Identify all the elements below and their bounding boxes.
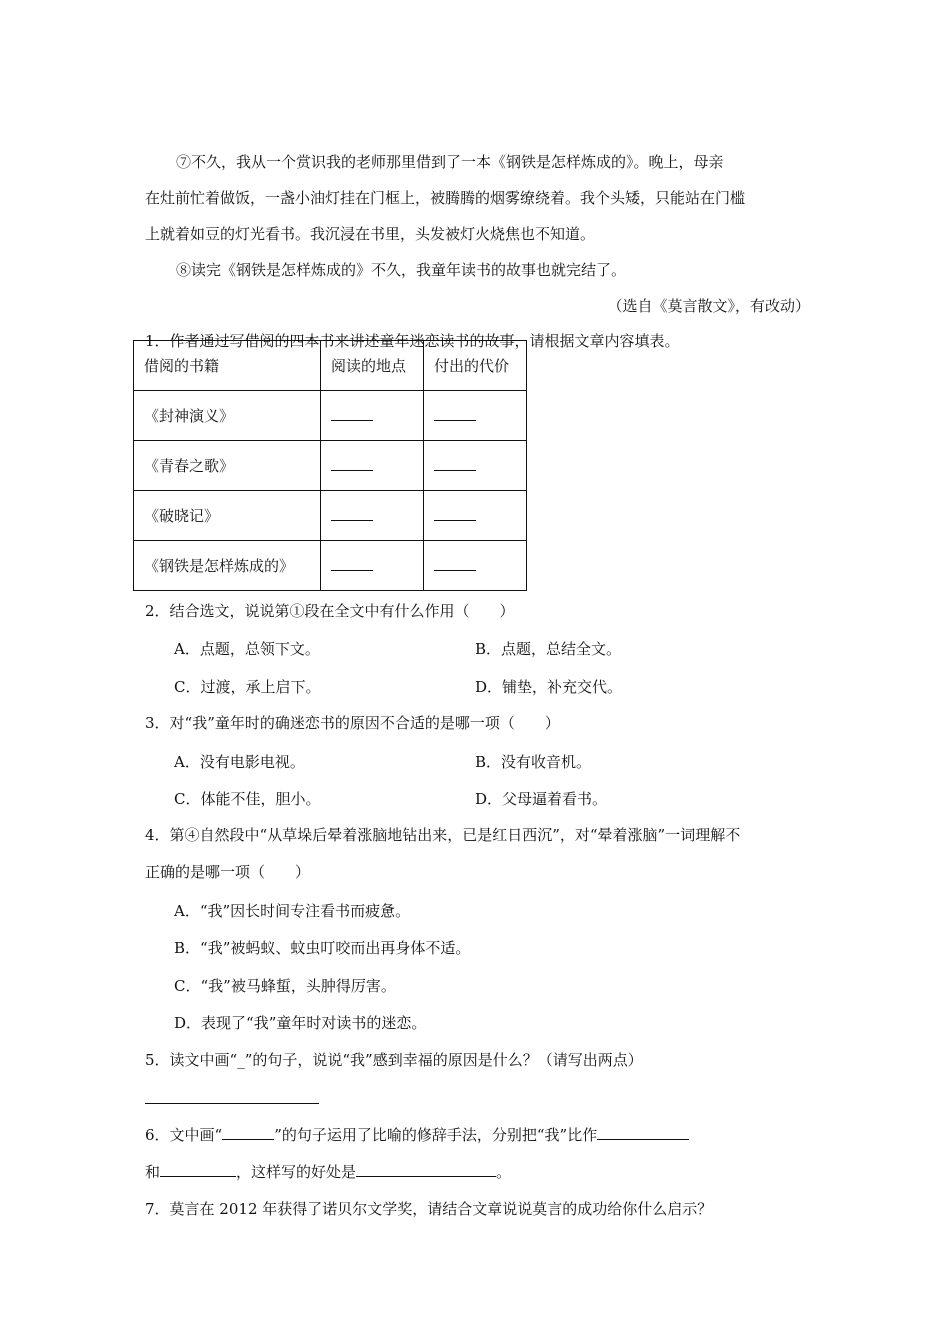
question-7: 7．莫言在 2012 年获得了诺贝尔文学奖，请结合文章说说莫言的成功给你什么启示？ bbox=[145, 1200, 713, 1218]
cost-blank[interactable] bbox=[424, 491, 527, 541]
q4-option-a[interactable]: A．“我”因长时间专注看书而疲惫。 bbox=[174, 902, 411, 920]
q3-option-d[interactable]: D．父母逼着看书。 bbox=[475, 790, 608, 808]
q4-option-d[interactable]: D．表现了“我”童年时对读书的迷恋。 bbox=[174, 1014, 427, 1032]
table-header-row bbox=[134, 341, 527, 391]
q6-blank-1[interactable] bbox=[597, 1125, 689, 1140]
cost-blank[interactable] bbox=[424, 391, 527, 441]
table-row bbox=[134, 391, 527, 441]
q2-option-a[interactable]: A．点题，总领下文。 bbox=[174, 640, 320, 658]
book-name: 《破晓记》 bbox=[134, 491, 321, 541]
book-name: 《钢铁是怎样炼成的》 bbox=[134, 541, 321, 591]
q6-blank-3[interactable] bbox=[356, 1162, 496, 1177]
q6-text-1: 6．文中画“ bbox=[145, 1126, 223, 1144]
q6-blank-2[interactable] bbox=[160, 1162, 236, 1177]
table-row bbox=[134, 441, 527, 491]
header-books: 借阅的书籍 bbox=[134, 341, 321, 391]
q2-option-b[interactable]: B．点题，总结全文。 bbox=[475, 640, 622, 658]
place-blank[interactable] bbox=[321, 541, 424, 591]
header-cost: 付出的代价 bbox=[424, 341, 527, 391]
q5-answer-line[interactable] bbox=[145, 1103, 319, 1104]
q6-text-4: ，这样写的好处是 bbox=[236, 1163, 357, 1181]
cost-blank[interactable] bbox=[424, 441, 527, 491]
place-blank[interactable] bbox=[321, 441, 424, 491]
cost-blank[interactable] bbox=[424, 541, 527, 591]
passage-p8: ⑧读完《钢铁是怎样炼成的》不久，我童年读书的故事也就完结了。 bbox=[176, 261, 627, 279]
q3-option-c[interactable]: C．体能不佳，胆小。 bbox=[174, 790, 321, 808]
q4-option-c[interactable]: C．“我”被马蜂蜇，头肿得厉害。 bbox=[174, 977, 396, 995]
q3-option-b[interactable]: B．没有收音机。 bbox=[475, 753, 592, 771]
question-6-line1 bbox=[145, 1125, 689, 1145]
q2-option-d[interactable]: D．铺垫，补充交代。 bbox=[475, 678, 623, 696]
table-row bbox=[134, 491, 527, 541]
question-1: 1．作者通过写借阅的四本书来讲述童年迷恋读书的故事，请根据文章内容填表。 bbox=[145, 332, 680, 350]
place-blank[interactable] bbox=[321, 491, 424, 541]
passage-p7-line3: 上就着如豆的灯光看书。我沉浸在书里，头发被灯火烧焦也不知道。 bbox=[145, 225, 596, 243]
q4-option-b[interactable]: B．“我”被蚂蚁、蚊虫叮咬而出再身体不适。 bbox=[174, 939, 471, 957]
passage-source: （选自《莫言散文》，有改动） bbox=[607, 297, 810, 315]
book-table bbox=[133, 340, 527, 591]
table-row bbox=[134, 541, 527, 591]
question-6-line2 bbox=[145, 1162, 511, 1182]
header-place: 阅读的地点 bbox=[321, 341, 424, 391]
question-4-line2: 正确的是哪一项（ ） bbox=[145, 863, 311, 881]
passage-p7-line2: 在灶前忙着做饭，一盏小油灯挂在门框上，被腾腾的烟雾缭绕着。我个头矮，只能站在门槛 bbox=[145, 189, 746, 207]
q6-underline-sample bbox=[222, 1125, 274, 1140]
q3-option-a[interactable]: A．没有电影电视。 bbox=[174, 753, 305, 771]
place-blank[interactable] bbox=[321, 391, 424, 441]
question-2: 2．结合选文，说说第①段在全文中有什么作用（ ） bbox=[145, 602, 515, 620]
question-3: 3．对“我”童年时的确迷恋书的原因不合适的是哪一项（ ） bbox=[145, 714, 560, 732]
question-4-line1: 4．第④自然段中“从草垛后晕着涨脑地钻出来，已是红日西沉”，对“晕着涨脑”一词理解不 bbox=[145, 826, 741, 844]
q2-option-c[interactable]: C．过渡，承上启下。 bbox=[174, 678, 321, 696]
q6-text-3: 和 bbox=[145, 1163, 161, 1181]
passage-p7-line1: ⑦不久，我从一个赏识我的老师那里借到了一本《钢铁是怎样炼成的》。晚上，母亲 bbox=[176, 153, 724, 171]
question-5: 5．读文中画“_”的句子，说说“我”感到幸福的原因是什么？（请写出两点） bbox=[145, 1051, 643, 1069]
q6-text-5: 。 bbox=[496, 1163, 512, 1181]
book-name: 《青春之歌》 bbox=[134, 441, 321, 491]
q6-text-2: ”的句子运用了比喻的修辞手法，分别把“我”比作 bbox=[274, 1126, 598, 1144]
book-name: 《封神演义》 bbox=[134, 391, 321, 441]
